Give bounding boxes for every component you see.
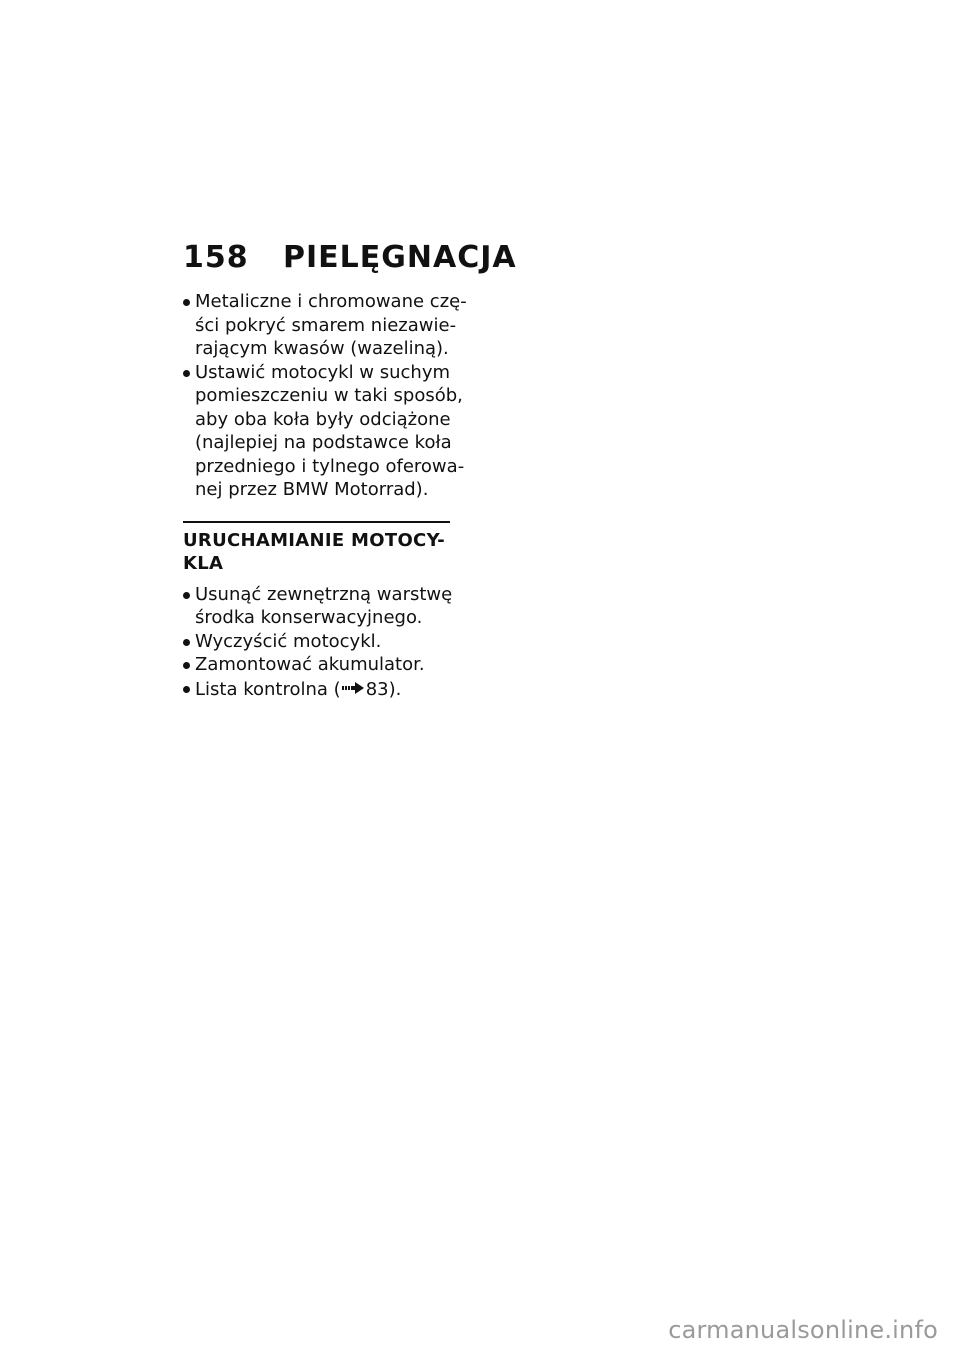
list-item-line: środka konserwacyjnego. — [195, 607, 423, 628]
section-heading — [183, 529, 453, 575]
list-item-line: pomieszczeniu w taki sposób, — [195, 385, 463, 406]
arrow-right-icon — [342, 677, 364, 701]
reference-page-link[interactable]: 83 — [365, 678, 389, 700]
list-item — [183, 583, 453, 630]
content-column — [183, 290, 467, 702]
list-item-reference — [183, 677, 453, 703]
list-item-line: Usunąć zewnętrzną warstwę — [195, 583, 453, 605]
page-header — [183, 240, 517, 280]
reference-suffix: ). — [388, 678, 402, 700]
reference-line — [195, 677, 453, 703]
list-item — [183, 361, 465, 502]
footer-watermark: carmanualsonline.info — [668, 1316, 938, 1344]
list-item-line: Metaliczne i chromowane czę- — [195, 291, 467, 312]
section-heading-line: KLA — [183, 552, 224, 574]
list-item — [183, 653, 453, 677]
chapter-title: PIELĘGNACJA — [283, 240, 517, 275]
list-item-line: (najlepiej na podstawce koła — [195, 432, 452, 453]
list-item — [183, 630, 453, 654]
reference-prefix: Lista kontrolna ( — [195, 678, 341, 700]
list-item-line: rającym kwasów (wazeliną). — [195, 338, 449, 359]
page-number: 158 — [183, 240, 249, 275]
list-item-line: Wyczyścić motocykl. — [195, 630, 382, 652]
list-item-line: ści pokryć smarem niezawie- — [195, 314, 457, 336]
startup-bullet-list — [183, 583, 453, 703]
list-item-line: przedniego i tylnego oferowa- — [195, 455, 465, 477]
list-item — [183, 290, 467, 361]
list-item-line: Zamontować akumulator. — [195, 654, 425, 675]
section-divider — [183, 521, 450, 523]
section-heading-line: URUCHAMIANIE MOTOCY- — [183, 529, 446, 551]
list-item-line: nej przez BMW Motorrad). — [195, 479, 429, 500]
storage-bullet-list — [183, 290, 467, 502]
list-item-line: Ustawić motocykl w suchym — [195, 361, 451, 383]
list-item-line: aby oba koła były odciążone — [195, 408, 451, 430]
